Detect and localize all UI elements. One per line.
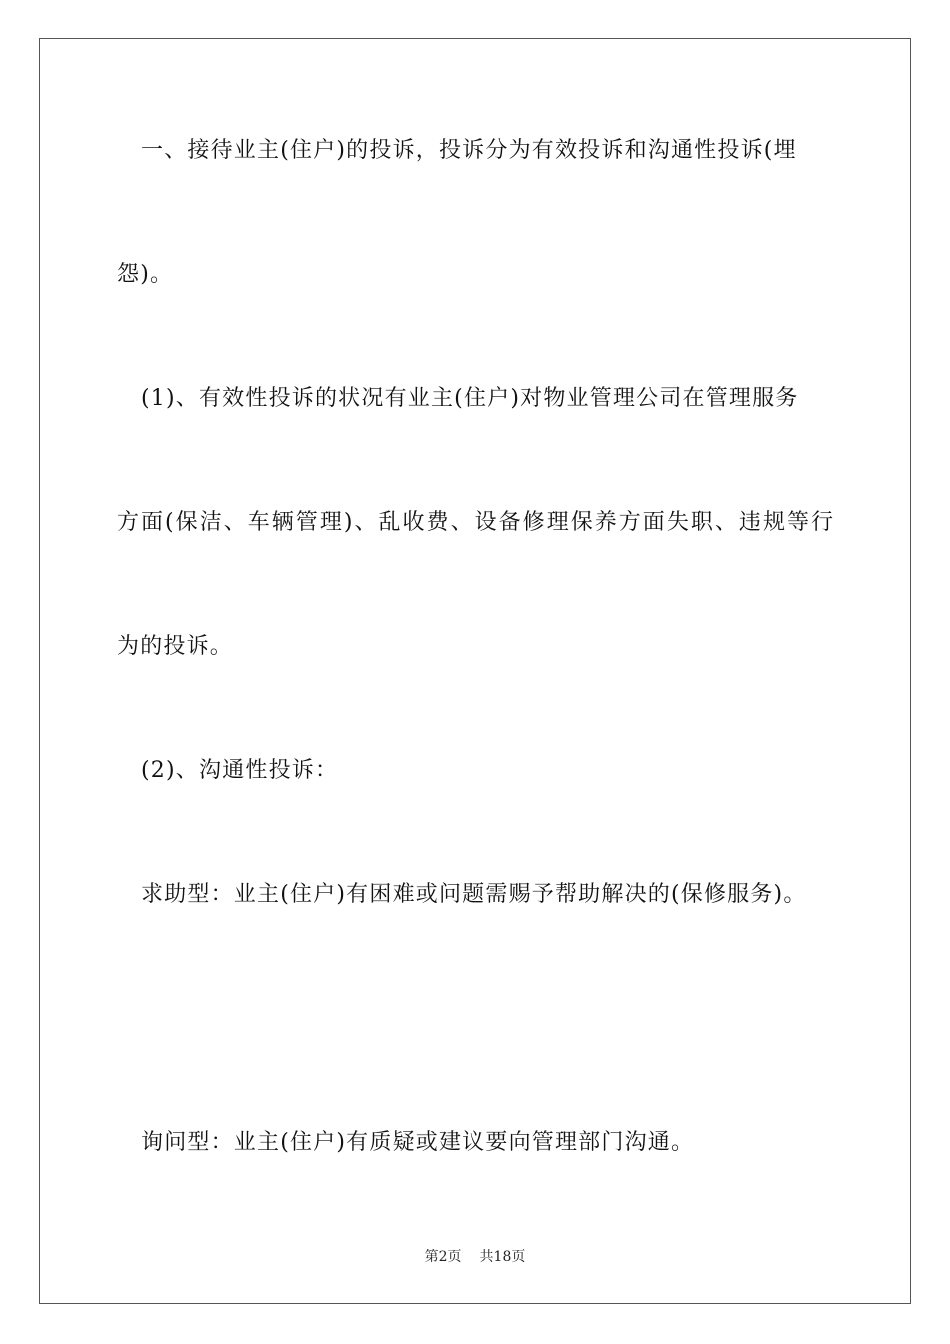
paragraph-1-line-1: 一、接待业主(住户)的投诉，投诉分为有效投诉和沟通性投诉(埋 (141, 138, 797, 163)
page-frame (39, 38, 911, 1304)
paragraph-2-line-1: (1)、有效性投诉的状况有业主(住户)对物业管理公司在管理服务 (141, 386, 799, 411)
paragraph-2-line-3: 为的投诉。 (117, 634, 234, 659)
page-total: 共18页 (479, 1249, 526, 1265)
paragraph-5-inquiry-type: 询问型：业主(住户)有质疑或建议要向管理部门沟通。 (141, 1130, 695, 1155)
paragraph-1-line-2: 怨)。 (117, 262, 174, 287)
paragraph-2-line-2: 方面(保洁、车辆管理)、乱收费、设备修理保养方面失职、违规等行 (117, 510, 833, 535)
page-number: 第2页 (424, 1249, 462, 1265)
paragraph-4-help-type: 求助型：业主(住户)有困难或问题需赐予帮助解决的(保修服务)。 (141, 882, 807, 907)
page-footer (0, 1248, 950, 1266)
paragraph-3-heading: (2)、沟通性投诉： (141, 758, 339, 783)
